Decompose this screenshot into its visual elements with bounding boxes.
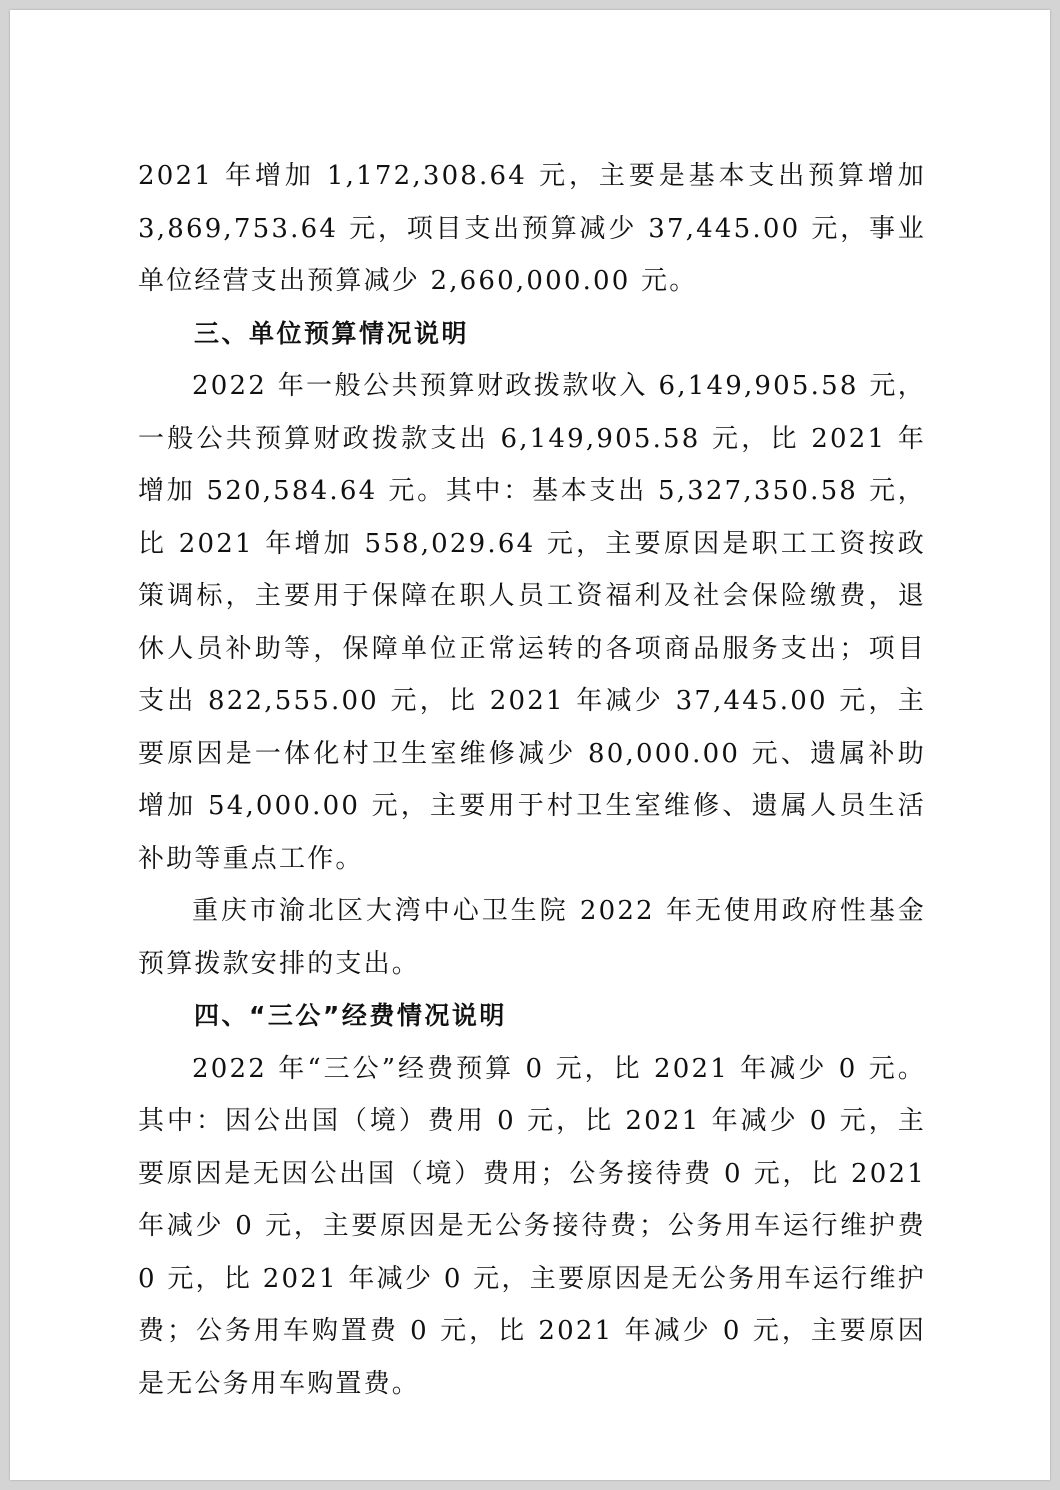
document-page [10,10,1050,1480]
paragraph-government-fund: 重庆市渝北区大湾中心卫生院 2022 年无使用政府性基金预算拨款安排的支出。 [138,896,926,979]
section-heading-unit-budget: 三、单位预算情况说明 [194,318,470,348]
paragraph-general-budget: 2022 年一般公共预算财政拨款收入 6,149,905.58 元，一般公共预算财政拨款支出 6,149,905.58 元，比 2021 年增加 520,584.64 元。其中：基本支出 5,327,350.58 元，比 2021 年增加 558,029.64 元，主要原因是职工工资按政策调标，主要用于保障在职人员工资福利及社会保险缴费，退休人员补助等，保障单位正常运转的各项商品服务支出；项目支出 822,555.00 元，比 2021 年减少 37,445.00 元，主要原因是一体化村卫生室维修减少 80,000.00 元、遗属补助增加 54,000.00 元，主要用于村卫生室维修、遗属人员生活补助等重点工作。 [138,371,926,874]
paragraph-three-public-expenses: 2022 年“三公”经费预算 0 元，比 2021 年减少 0 元。其中：因公出国（境）费用 0 元，比 2021 年减少 0 元，主要原因是无因公出国（境）费用；公务接待费 0 元，比 2021 年减少 0 元，主要原因是无公务接待费；公务用车运行维护费 0 元，比 2021 年减少 0 元，主要原因是无公务用车运行维护费；公务用车购置费 0 元，比 2021 年减少 0 元，主要原因是无公务用车购置费。 [138,1053,926,1399]
paragraph-budget-change: 2021 年增加 1,172,308.64 元，主要是基本支出预算增加 3,869,753.64 元，项目支出预算减少 37,445.00 元，事业单位经营支出预算减少 2,660,000.00 元。 [138,161,926,296]
document-body [138,150,926,1410]
section-heading-three-public: 四、“三公”经费情况说明 [194,1001,507,1030]
